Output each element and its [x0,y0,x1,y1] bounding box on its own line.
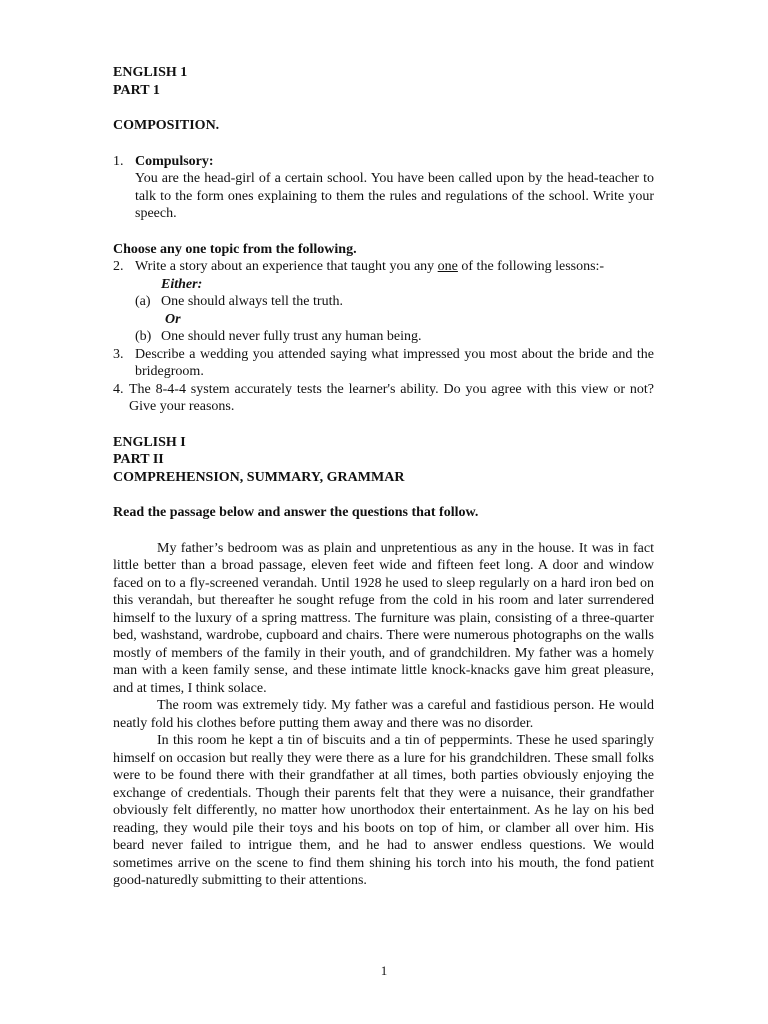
underlined-word: one [437,259,458,274]
question-3 [113,346,654,381]
or-label: Or [165,311,181,327]
spacer [113,135,654,153]
part-title: PART 1 [113,82,160,98]
passage-paragraph: The room was extremely tidy. My father was a careful and fastidious person. He would neatly fold his clothes before putting them away and there was no disorder. [113,698,654,731]
part2-title: ENGLISH I [113,434,186,450]
question-4 [113,381,654,416]
question-number: 1. [113,153,124,169]
option-label: (b) [135,329,152,344]
passage-paragraph: My father’s bedroom was as plain and unpretentious as any in the house. It was in fact little better than a broad passage, eleven feet wide and fifteen feet long. A door and window faced on to a fly-screened verandah. Until 1928 he used to sleep regularly on a hard iron bed on this verandah, but thereafter he sought refuge from the cold in his room and later surrendered himself to the luxury of a spring mattress. The furniture was plain, consisting of a three-quarter bed, washstand, wardrobe, cupboard and chairs. There were numerous photographs on the walls mostly of members of the family in their youth, and of grandchildren. My father was a homely man with a keen family sense, and these intimate little knock-knacks gave him great pleasure, and at times, I think solace. [113,540,654,696]
question-1 [113,153,654,223]
question-text: The 8-4-4 system accurately tests the learner's ability. Do you agree with this view or not? Give your reasons. [129,381,654,414]
spacer [113,223,654,241]
option-text: One should never fully trust any human being. [161,329,422,344]
question-number: 2. [113,259,124,274]
question-number: 4. [113,381,124,397]
question-text-part: Write a story about an experience that taught you any [135,259,438,274]
question-text: Describe a wedding you attended saying what impressed you most about the bride and the bridegroom. [135,346,654,379]
question-number: 3. [113,346,124,362]
exam-title: ENGLISH 1 [113,65,188,80]
spacer [113,486,654,504]
compulsory-label: Compulsory: [135,153,214,169]
either-label: Either: [161,276,203,292]
passage-instruction: Read the passage below and answer the questions that follow. [113,505,479,520]
part2-subtitle: PART II [113,452,164,467]
option-label: (a) [135,294,151,309]
passage-paragraph: In this room he kept a tin of biscuits and a tin of peppermints. These he used sparingly himself on occasion but really they were there as a lure for his grandchildren. These small folks were to be found there with their grandfather at all times, both parties obviously enjoying the exchange of credentials. Though their parents felt that they were a nuisance, their grandfather obviously felt differently, no matter how unorthodox their entertainment. As he lay on his bed reading, they would pile their toys and his boots on top of him, or clamber all over him. His beard never failed to intrigue them, and he had to answer endless questions. We would sometimes arrive on the scene to find them shining his torch into his mouth, the fond patient good-naturedly submitting to their attentions. [113,733,654,888]
section-heading-composition: COMPOSITION. [113,118,220,133]
question-text-part: of the following lessons:- [457,259,605,274]
option-a [113,293,654,311]
page-number: 1 [380,963,388,978]
question-2 [113,258,654,276]
spacer [113,416,654,434]
question-text: You are the head-girl of a certain school. You have been called upon by the head-teacher to talk to the form ones explaining to them the rules and regulations of the school. Write your speech. [135,171,654,221]
spacer [113,522,654,540]
option-b [113,328,654,346]
choose-instruction: Choose any one topic from the following. [113,241,357,257]
question-text [135,258,654,276]
document-page [113,64,654,890]
spacer [113,99,654,117]
part2-section-heading: COMPREHENSION, SUMMARY, GRAMMAR [113,469,405,485]
option-text: One should always tell the truth. [161,294,343,309]
